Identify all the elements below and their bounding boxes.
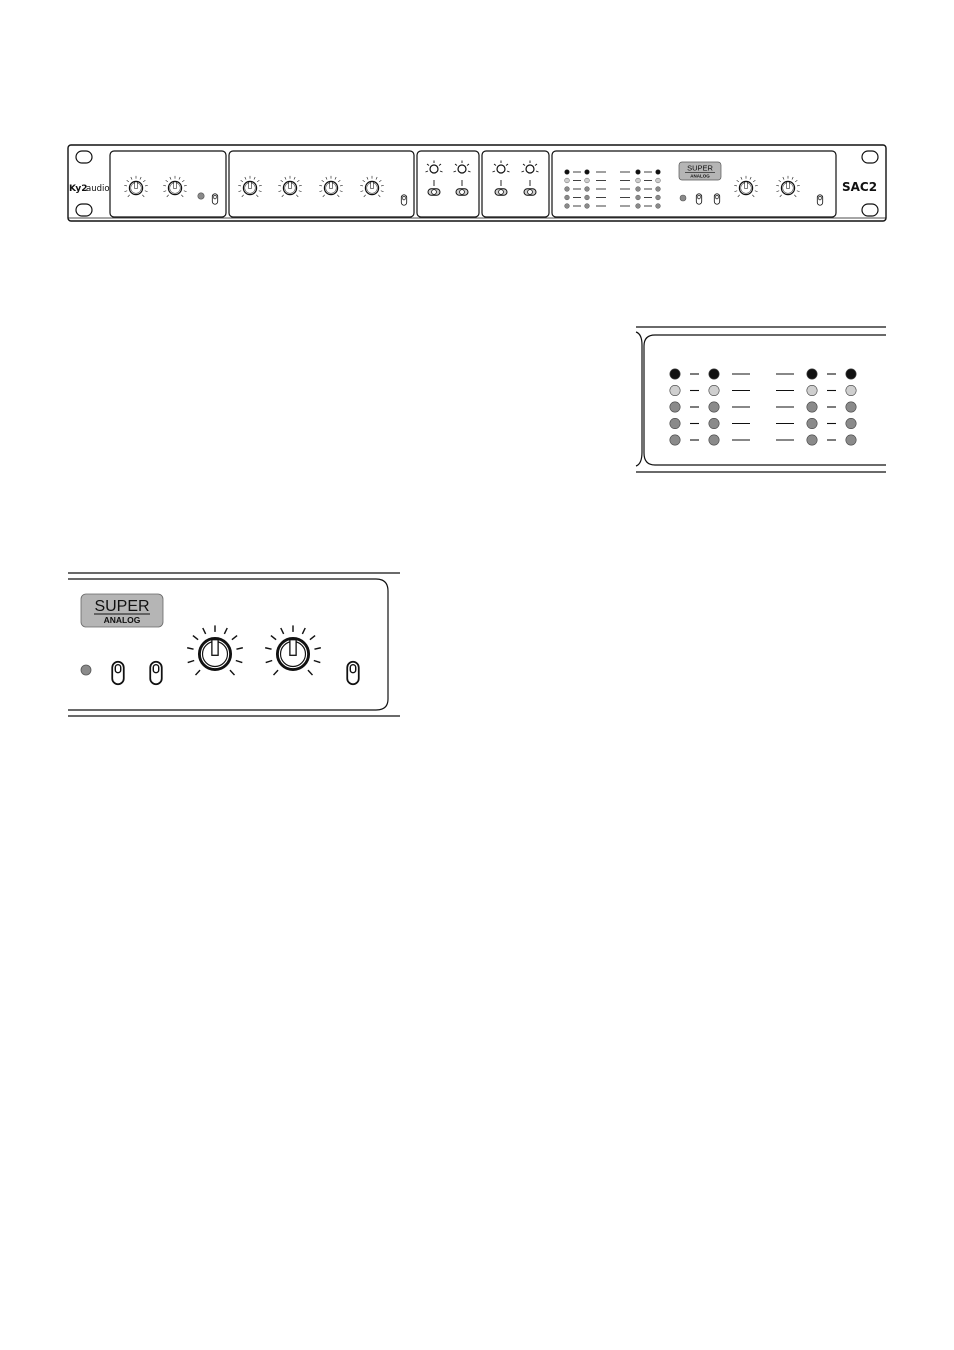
meter-led	[565, 170, 570, 175]
meter-led	[565, 204, 570, 209]
meter-led	[636, 178, 641, 183]
badge-large-line2: ANALOG	[103, 615, 141, 625]
toggle-switch-large-2[interactable]	[150, 662, 162, 684]
meter-led	[656, 187, 661, 192]
meter-led	[846, 402, 856, 412]
knob-large-1[interactable]	[187, 625, 243, 675]
meter-led	[709, 435, 719, 445]
switch-b-2[interactable]	[524, 189, 536, 196]
meter-led	[670, 418, 680, 428]
led-indicator-1	[198, 193, 204, 199]
toggle-switch-large-1[interactable]	[112, 662, 124, 684]
led-indicator-2	[680, 195, 686, 201]
meter-led	[670, 402, 680, 412]
meter-led	[656, 204, 661, 209]
meter-led	[846, 418, 856, 428]
switch-a-1[interactable]	[428, 189, 440, 196]
meter-led	[807, 418, 817, 428]
meter-led	[709, 369, 719, 379]
super-analog-badge-large	[81, 594, 163, 627]
switch-b-1[interactable]	[495, 189, 507, 196]
meter-led	[807, 385, 817, 395]
toggle-switch-2[interactable]	[401, 195, 406, 206]
meter-led	[585, 204, 590, 209]
meter-led	[709, 385, 719, 395]
badge-small-line1: SUPER	[687, 163, 713, 173]
brand-logo-mark: Ky2	[69, 184, 88, 194]
switch-a-2[interactable]	[456, 189, 468, 196]
meter-led	[585, 187, 590, 192]
meter-led	[709, 402, 719, 412]
meter-led	[846, 435, 856, 445]
led-indicator-large	[81, 665, 91, 675]
meter-led	[807, 369, 817, 379]
meter-led	[585, 195, 590, 200]
meter-led	[670, 369, 680, 379]
meter-led	[565, 187, 570, 192]
meter-led	[636, 187, 641, 192]
toggle-switch-1[interactable]	[212, 194, 217, 205]
output-detail-view	[68, 573, 400, 716]
toggle-switch-4[interactable]	[714, 194, 719, 205]
meter-led	[846, 369, 856, 379]
meter-led	[656, 195, 661, 200]
model-label: SAC2	[842, 180, 878, 194]
meter-detail-view	[636, 327, 886, 472]
meter-led	[565, 195, 570, 200]
meter-led	[656, 170, 661, 175]
super-analog-badge-small	[679, 162, 721, 180]
toggle-switch-3[interactable]	[696, 194, 701, 205]
meter-led	[709, 418, 719, 428]
toggle-switch-5[interactable]	[817, 195, 822, 206]
meter-led	[585, 170, 590, 175]
toggle-switch-large-3[interactable]	[347, 662, 359, 684]
meter-led	[846, 385, 856, 395]
meter-led	[656, 178, 661, 183]
meter-led	[636, 204, 641, 209]
badge-large-line1: SUPER	[94, 598, 150, 615]
meter-led	[636, 170, 641, 175]
meter-led	[670, 385, 680, 395]
meter-led	[670, 435, 680, 445]
brand-logo-word: audio	[86, 184, 110, 194]
badge-small-line2: ANALOG	[690, 173, 710, 179]
knob-large-2[interactable]	[265, 625, 321, 675]
front-panel	[68, 145, 886, 221]
meter-led	[807, 435, 817, 445]
meter-led	[565, 178, 570, 183]
led-meter-large	[670, 369, 856, 445]
meter-led	[585, 178, 590, 183]
meter-led	[636, 195, 641, 200]
meter-led	[807, 402, 817, 412]
